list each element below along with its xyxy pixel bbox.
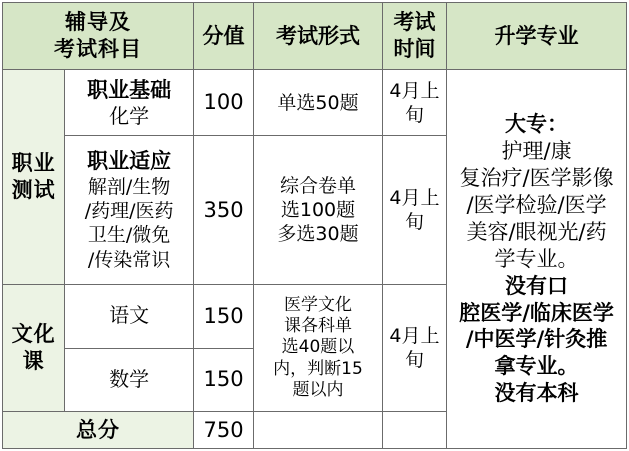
- subject-vocational-aptitude-sub1: 解剖/生物: [87, 175, 171, 198]
- total-score: 750: [193, 412, 253, 449]
- time-vocational-basic-line1: 4月上: [389, 79, 440, 102]
- major-line-4: /医学检验/医学: [466, 193, 607, 218]
- major-line-7: 没有口: [505, 273, 569, 298]
- major-line-6: 学专业。: [494, 246, 579, 271]
- time-vocational-aptitude-line2: 旬: [404, 211, 424, 234]
- major-line-9: /中医学/针灸推: [465, 327, 608, 352]
- time-culture-line1: 4月上: [389, 324, 440, 347]
- major-line-5: 美容/眼视光/药: [466, 219, 607, 244]
- header-time-line1: 考试: [393, 10, 436, 35]
- format-culture-line5: 题以内: [292, 379, 344, 400]
- format-culture: [254, 284, 383, 412]
- score-vocational-basic: 100: [193, 70, 253, 136]
- header-subject-line2: 考试科目: [53, 37, 142, 62]
- subject-vocational-aptitude-sub3: 卫生/微免: [87, 224, 171, 247]
- subject-vocational-aptitude-sub2: /药理/医药: [84, 200, 174, 223]
- major-line-3: 复治疗/医学影像: [459, 166, 614, 191]
- format-culture-line4: 内，判断15: [273, 358, 363, 379]
- time-culture-line2: 旬: [404, 349, 424, 371]
- group-label-culture: [3, 284, 65, 412]
- header-format: 考试形式: [254, 3, 383, 70]
- time-vocational-aptitude: [382, 136, 446, 284]
- total-label: 总分: [3, 412, 194, 449]
- header-time: [382, 3, 446, 70]
- table-header-row: [3, 3, 627, 70]
- format-vocational-aptitude-line2: 选100题: [280, 198, 356, 221]
- score-vocational-aptitude: 350: [193, 136, 253, 284]
- major-line-1: 大专：: [505, 112, 569, 137]
- subject-vocational-basic: [65, 70, 194, 136]
- subject-vocational-aptitude-sub4: /传染常识: [87, 248, 171, 271]
- exam-schedule-table: [2, 2, 627, 449]
- subject-math: 数学: [65, 348, 194, 412]
- format-culture-line1: 医学文化: [283, 294, 352, 315]
- format-vocational-aptitude: [254, 136, 383, 284]
- subject-vocational-aptitude: [65, 136, 194, 284]
- score-chinese: 150: [193, 284, 253, 348]
- time-vocational-basic: [382, 70, 446, 136]
- score-math: 150: [193, 348, 253, 412]
- format-culture-line3: 选40题以: [281, 337, 355, 358]
- header-subject-line1: 辅导及: [64, 10, 131, 35]
- major-line-11: 没有本科: [494, 381, 579, 406]
- format-culture-line2: 课各科单: [283, 316, 352, 337]
- group-label-vocational: [3, 70, 65, 284]
- format-vocational-aptitude-line1: 综合卷单: [279, 174, 356, 197]
- group-label-culture-line1: 文化: [11, 322, 56, 347]
- header-subject: [3, 3, 194, 70]
- header-major: 升学专业: [447, 3, 627, 70]
- group-label-culture-line2: 课: [22, 349, 45, 373]
- table-row: [3, 70, 627, 136]
- major-line-10: 拿专业。: [494, 354, 579, 379]
- time-vocational-aptitude-line1: 4月上: [389, 186, 440, 209]
- major-text-block: [450, 138, 623, 407]
- major-line-8: 腔医学/临床医学: [459, 300, 614, 325]
- group-label-vocational-line2: 测试: [11, 178, 56, 203]
- format-vocational-basic: 单选50题: [254, 70, 383, 136]
- time-culture: [382, 284, 446, 412]
- format-vocational-aptitude-line3: 多选30题: [277, 223, 359, 246]
- subject-vocational-basic-sub: 化学: [109, 103, 150, 128]
- subject-vocational-aptitude-main: 职业适应: [87, 148, 172, 173]
- total-time-empty: [382, 412, 446, 449]
- header-score: 分值: [193, 3, 253, 70]
- subject-chinese: 语文: [65, 284, 194, 348]
- group-label-vocational-line1: 职业: [11, 151, 56, 176]
- header-time-line2: 时间: [393, 37, 436, 62]
- total-format-empty: [254, 412, 383, 449]
- time-vocational-basic-line2: 旬: [404, 103, 424, 126]
- subject-vocational-basic-main: 职业基础: [87, 77, 172, 102]
- major-line-2: 护理/康: [501, 139, 572, 164]
- major-list-cell: [447, 70, 627, 449]
